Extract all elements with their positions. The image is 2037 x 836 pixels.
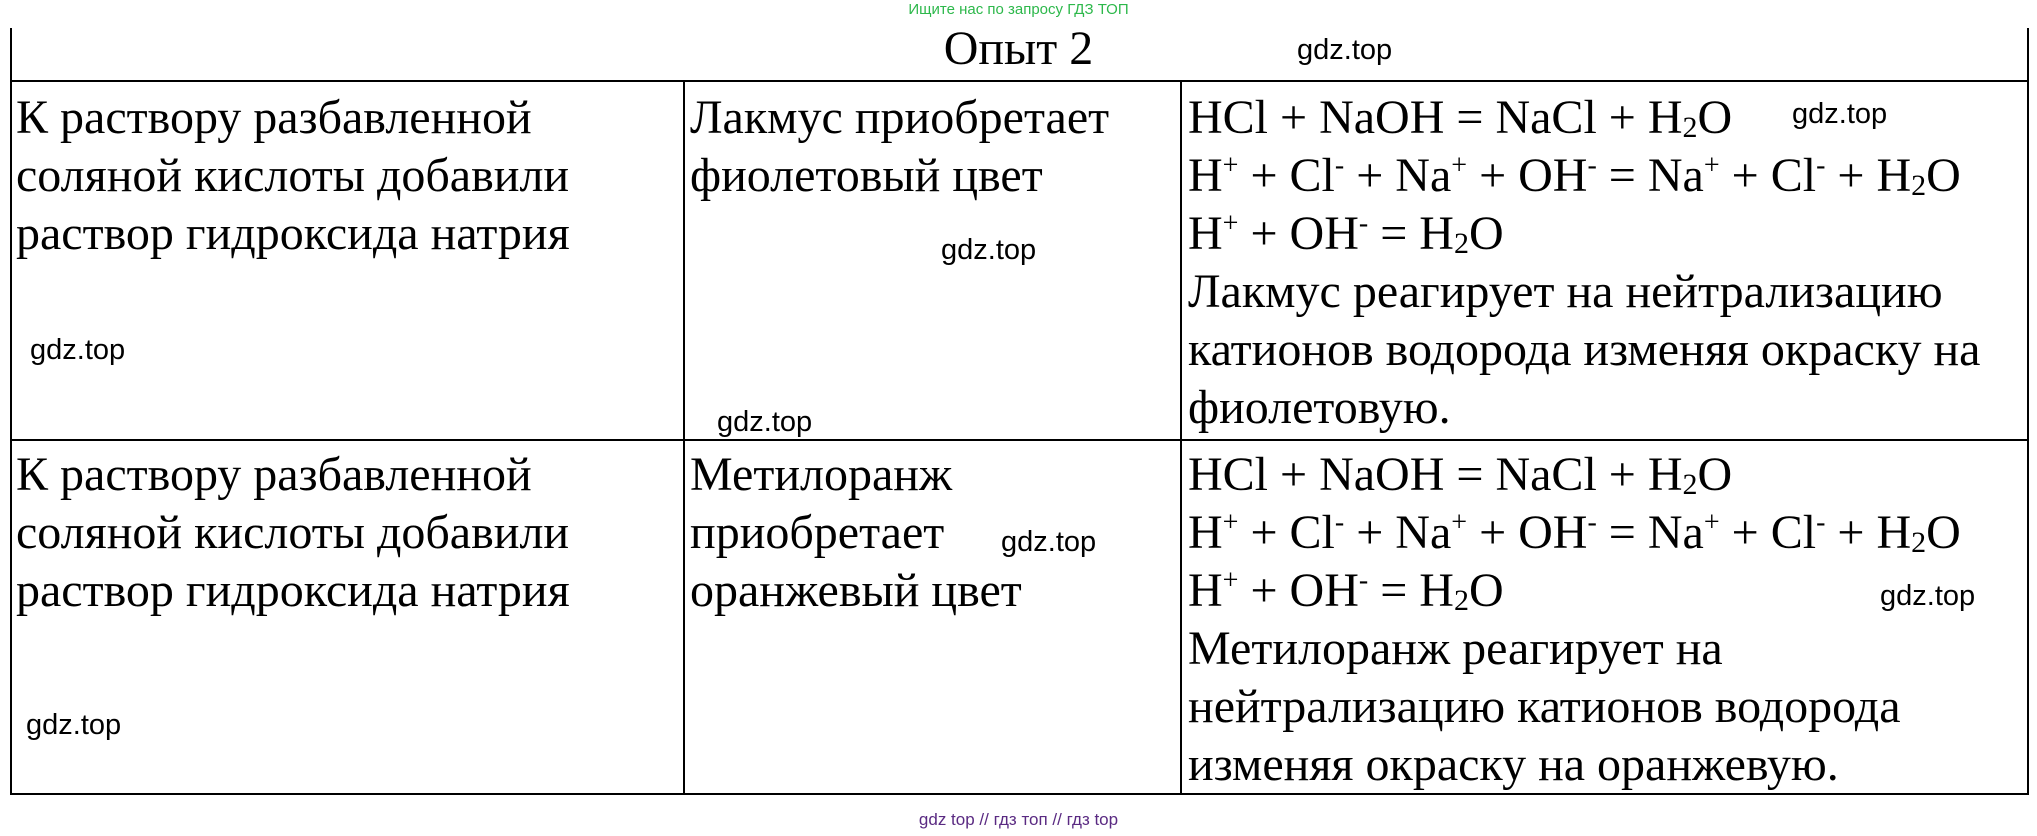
watermark: gdz.top <box>941 234 1037 266</box>
explanation-line: фиолетовую. <box>1188 381 1451 434</box>
molecular-equation: HCl + NaOH = NaCl + $H_2O$ <box>1188 91 1733 144</box>
short-ionic-equation: $H^+ + OH^- = H_2O$ <box>1188 564 1504 617</box>
explanation-line: Метилоранж реагирует на <box>1188 622 1723 675</box>
explanation-line: катионов водорода изменяя окраску на <box>1188 323 1981 376</box>
explanation-line: нейтрализацию катионов водорода <box>1188 680 1901 733</box>
full-ionic-equation: $H^+ + Cl^- + Na^+ + OH^- = Na^+ + Cl^- + H_2O$ <box>1188 149 1961 202</box>
watermark: gdz.top <box>1880 580 1976 612</box>
row-divider-middle <box>10 439 2029 441</box>
watermark: gdz.top <box>26 709 122 741</box>
watermark: gdz.top <box>1001 526 1097 558</box>
table-border-right <box>2027 28 2029 795</box>
row-1-equations <box>1188 89 1980 437</box>
watermark: gdz.top <box>1297 34 1393 66</box>
row-1-action: К раствору разбавленной соляной кислоты добавили раствор гидроксида натрия <box>16 91 570 260</box>
explanation-line: изменяя окраску на оранжевую. <box>1188 738 1839 791</box>
row-1-observation: Лакмус приобретает фиолетовый цвет <box>690 91 1110 202</box>
search-banner: Ищите нас по запросу ГДЗ ТОП <box>908 1 1129 18</box>
column-divider-1 <box>683 80 685 795</box>
watermark: gdz.top <box>1792 98 1888 130</box>
footer-links: gdz top // гдз топ // гдз top <box>918 810 1119 829</box>
row-2-observation: Метилоранж приобретает оранжевый цвет <box>690 448 1022 617</box>
full-ionic-equation: $H^+ + Cl^- + Na^+ + OH^- = Na^+ + Cl^- + H_2O$ <box>1188 506 1961 559</box>
row-2-action: К раствору разбавленной соляной кислоты добавили раствор гидроксида натрия <box>16 448 570 617</box>
page-title: Опыт 2 <box>943 22 1094 75</box>
explanation-line: Лакмус реагирует на нейтрализацию <box>1188 265 1943 318</box>
table-border-left <box>10 28 12 795</box>
column-divider-2 <box>1180 80 1182 795</box>
watermark: gdz.top <box>717 406 813 438</box>
watermark: gdz.top <box>30 334 126 366</box>
row-divider-top <box>10 80 2029 82</box>
row-2-equations <box>1188 446 1961 794</box>
molecular-equation: HCl + NaOH = NaCl + $H_2O$ <box>1188 448 1733 501</box>
short-ionic-equation: $H^+ + OH^- = H_2O$ <box>1188 207 1504 260</box>
